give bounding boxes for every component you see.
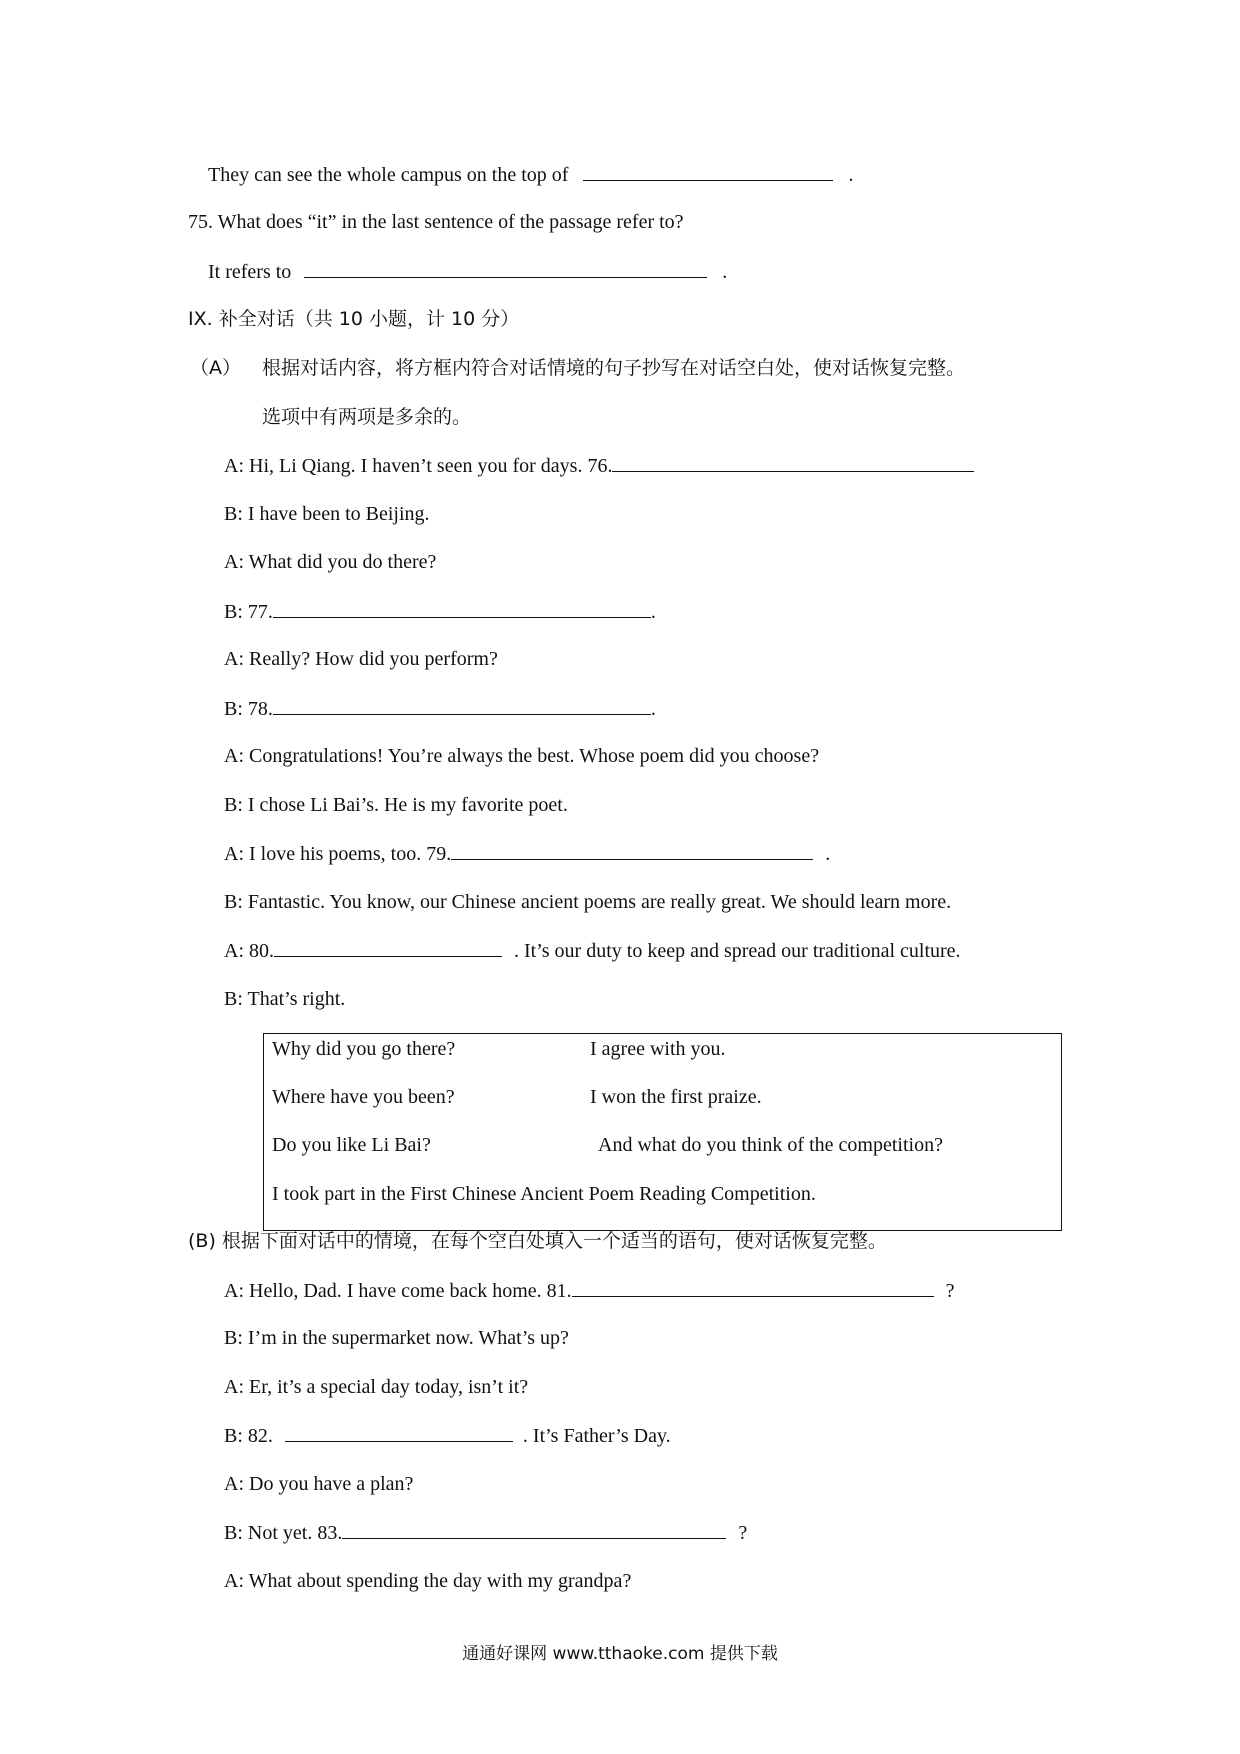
answer-blank-79[interactable] bbox=[451, 841, 813, 860]
dialog-a-line: B: 77. . bbox=[224, 601, 656, 623]
part-a-instruction-2: 选项中有两项是多余的。 bbox=[262, 406, 472, 428]
sentence-campus-top: They can see the whole campus on the top of . bbox=[208, 164, 854, 186]
answer-blank-77[interactable] bbox=[273, 599, 651, 618]
option-item: Why did you go there? bbox=[272, 1038, 456, 1060]
dialog-a-line: A: What did you do there? bbox=[224, 551, 437, 573]
dialog-a-line: B: I chose Li Bai’s. He is my favorite poet. bbox=[224, 794, 568, 816]
answer-blank[interactable] bbox=[583, 162, 833, 181]
section-title: IX. 补全对话（共 10 小题，计 10 分） bbox=[188, 308, 520, 330]
dialog-a-line: A: Hi, Li Qiang. I haven’t seen you for days. 76. bbox=[224, 453, 974, 478]
option-item: Where have you been? bbox=[272, 1086, 455, 1108]
page-footer: 通通好课网 www.tthaoke.com 提供下载 bbox=[462, 1644, 778, 1664]
dialog-a-line: B: I have been to Beijing. bbox=[224, 503, 430, 525]
dialog-a-line: B: Fantastic. You know, our Chinese ancient poems are really great. We should learn more. bbox=[224, 891, 952, 913]
answer-blank-80[interactable] bbox=[274, 938, 502, 957]
dialog-a-line: A: Congratulations! You’re always the best. Whose poem did you choose? bbox=[224, 745, 820, 767]
dialog-b-line: A: Er, it’s a special day today, isn’t it? bbox=[224, 1376, 529, 1398]
dialog-a-line: A: I love his poems, too. 79. . bbox=[224, 843, 831, 865]
answer-blank-81[interactable] bbox=[572, 1278, 934, 1297]
sentence-text: They can see the whole campus on the top of bbox=[208, 164, 569, 186]
answer-75: It refers to . bbox=[208, 261, 728, 283]
option-item: I agree with you. bbox=[590, 1038, 726, 1060]
answer-blank[interactable] bbox=[304, 259, 707, 278]
dialog-a-line: B: That’s right. bbox=[224, 988, 346, 1010]
option-item: And what do you think of the competition? bbox=[598, 1134, 943, 1156]
option-item: I took part in the First Chinese Ancient Poem Reading Competition. bbox=[272, 1183, 816, 1205]
dialog-b-line: B: 82. . It’s Father’s Day. bbox=[224, 1425, 671, 1447]
question-75: 75. What does “it” in the last sentence of the passage refer to? bbox=[188, 211, 684, 233]
option-item: I won the first praize. bbox=[590, 1086, 762, 1108]
dialog-b-line: B: I’m in the supermarket now. What’s up? bbox=[224, 1327, 569, 1349]
dialog-b-line: B: Not yet. 83. ? bbox=[224, 1522, 748, 1544]
option-item: Do you like Li Bai? bbox=[272, 1134, 431, 1156]
answer-blank-83[interactable] bbox=[342, 1520, 726, 1539]
answer-blank-76[interactable] bbox=[612, 453, 974, 472]
dialog-b-line: A: Hello, Dad. I have come back home. 81. ? bbox=[224, 1280, 955, 1302]
dialog-a-line: B: 78. . bbox=[224, 698, 656, 720]
answer-blank-78[interactable] bbox=[273, 696, 651, 715]
dialog-a-line: A: Really? How did you perform? bbox=[224, 648, 498, 670]
answer-blank-82[interactable] bbox=[285, 1423, 513, 1442]
part-b-instruction: (B) 根据下面对话中的情境，在每个空白处填入一个适当的语句，使对话恢复完整。 bbox=[188, 1230, 887, 1252]
part-a-label: （A） bbox=[190, 357, 241, 379]
dialog-b-line: A: Do you have a plan? bbox=[224, 1473, 414, 1495]
dialog-a-line: A: 80. . It’s our duty to keep and spread our traditional culture. bbox=[224, 940, 961, 962]
dialog-b-line: A: What about spending the day with my grandpa? bbox=[224, 1570, 632, 1592]
part-a-instruction: 根据对话内容，将方框内符合对话情境的句子抄写在对话空白处，使对话恢复完整。 bbox=[262, 357, 966, 379]
